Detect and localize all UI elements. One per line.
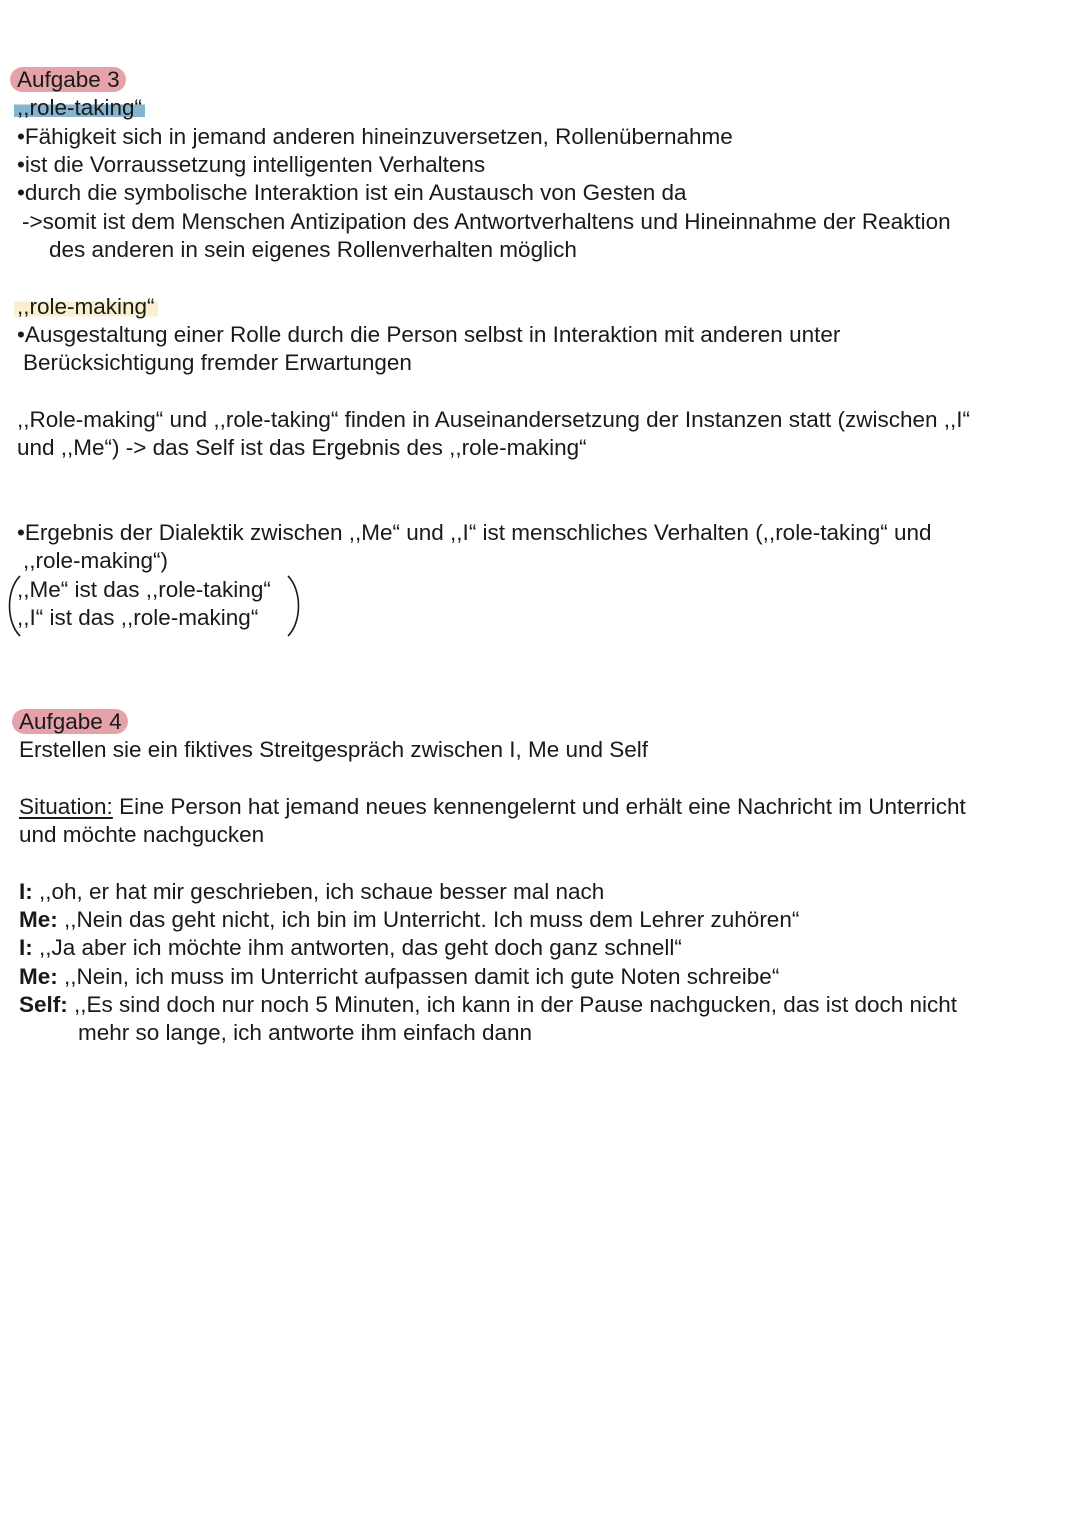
aufgabe-4-heading: Aufgabe 4 xyxy=(19,708,128,736)
dialogue-text: ,,oh, er hat mir geschrieben, ich schaue besser mal nach xyxy=(32,879,605,904)
dialogue-line-3 xyxy=(19,934,682,962)
right-parenthesis-mark xyxy=(284,574,304,638)
role-making-title: ,,role-making“ xyxy=(17,293,158,321)
role-taking-line-2: •ist die Vorraussetzung intelligenten Verhaltens xyxy=(17,152,486,177)
dialogue-line-2 xyxy=(19,906,799,934)
dialogue-text: ,,Ja aber ich möchte ihm antworten, das geht doch ganz schnell“ xyxy=(32,935,682,960)
role-taking-title: ,,role-taking“ xyxy=(17,94,145,122)
dialektik-line-1: •Ergebnis der Dialektik zwischen ,,Me“ und ,,I“ ist menschliches Verhalten (,,role-taking“ und xyxy=(17,520,932,545)
situation-text: Eine Person hat jemand neues kennengelernt und erhält eine Nachricht im Unterricht xyxy=(112,794,966,819)
role-taking-line-3: •durch die symbolische Interaktion ist ein Austausch von Gesten da xyxy=(17,180,687,205)
dialogue-text: ,,Es sind doch nur noch 5 Minuten, ich kann in der Pause nachgucken, das ist doch nicht xyxy=(67,992,958,1017)
dialogue-text: ,,Nein das geht nicht, ich bin im Unterricht. Ich muss dem Lehrer zuhören“ xyxy=(57,907,800,932)
role-making-line-2: Berücksichtigung fremder Erwartungen xyxy=(23,350,412,375)
paragraph-line-1: ,,Role-making“ und ,,role-taking“ finden in Auseinandersetzung der Instanzen statt (zwischen ,,I“ xyxy=(17,407,970,432)
dialektik-line-2: ,,role-making“) xyxy=(23,548,169,573)
speaker-label: Self: xyxy=(19,992,68,1017)
role-taking-line-1: •Fähigkeit sich in jemand anderen hineinzuversetzen, Rollenübernahme xyxy=(17,124,733,149)
role-making-line-1: •Ausgestaltung einer Rolle durch die Person selbst in Interaktion mit anderen unter xyxy=(17,322,841,347)
situation-line-2: und möchte nachgucken xyxy=(19,822,265,847)
speaker-label: Me: xyxy=(19,964,58,989)
aufgabe-4-task: Erstellen sie ein fiktives Streitgespräch zwischen I, Me und Self xyxy=(19,737,649,762)
bracket-line-i: ,,I“ ist das ,,role-making“ xyxy=(17,605,259,630)
dialogue-text: ,,Nein, ich muss im Unterricht aufpassen damit ich gute Noten schreibe“ xyxy=(57,964,780,989)
speaker-label: I: xyxy=(19,935,33,960)
bracket-line-me: ,,Me“ ist das ,,role-taking“ xyxy=(17,577,271,602)
paragraph-line-2: und ,,Me“) -> das Self ist das Ergebnis des ,,role-making“ xyxy=(17,435,587,460)
speaker-label: I: xyxy=(19,879,33,904)
situation-line-1 xyxy=(19,793,966,821)
role-taking-line-4: ->somit ist dem Menschen Antizipation des Antwortverhaltens und Hineinnahme der Reaktion xyxy=(22,209,951,234)
speaker-label: Me: xyxy=(19,907,58,932)
dialogue-line-6: mehr so lange, ich antworte ihm einfach dann xyxy=(78,1020,533,1045)
aufgabe-3-heading: Aufgabe 3 xyxy=(17,66,126,94)
dialogue-line-5 xyxy=(19,991,957,1019)
situation-label: Situation: xyxy=(19,794,113,819)
role-taking-line-5: des anderen in sein eigenes Rollenverhalten möglich xyxy=(49,237,577,262)
dialogue-line-1 xyxy=(19,878,604,906)
dialogue-line-4 xyxy=(19,963,779,991)
